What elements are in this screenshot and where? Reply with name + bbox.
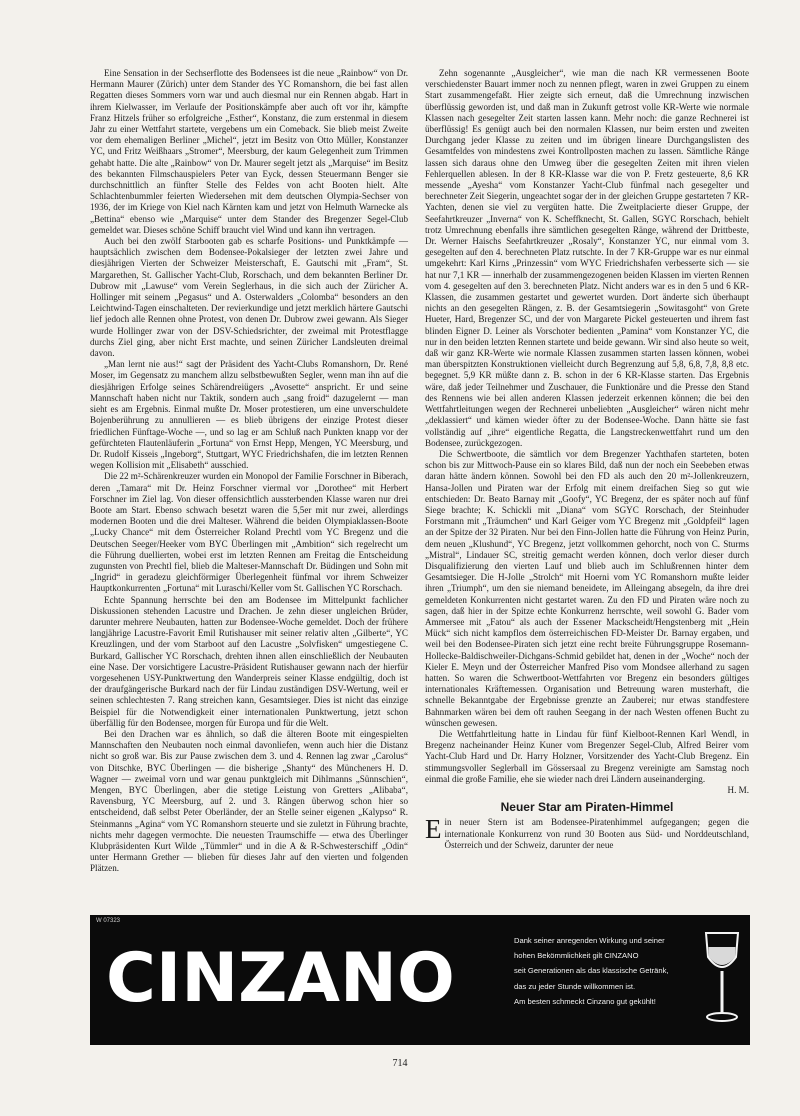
ad-copy-line: Am besten schmeckt Cinzano gut gekühlt!: [514, 996, 656, 1006]
ad-code: W 07323: [96, 918, 121, 924]
paragraph: Zehn sogenannte „Ausgleicher“, wie man die nach KR vermessenen Boote verschiedenster Bauart immer noch zu nennen pflegt, waren in zwei Gruppen zu einem Start zusammengefaßt. Hier zeigte sich erneut, daß die Umrechnung inzwischen überflüssig geworden ist, und daß man in Zukunft getrost volle KR-Werte wie normale Klassen nach gesegelter Zeit starten lassen kann. Mehr noch: die ganze Rechnerei ist überflüssig! Es genügt auch bei den normalen Klassen, nur beim ersten und zweiten Durchgang jeder Klasse zu zeiten und im übrigen lineare Durchgangslisten des Gesamtfeldes von mindestens zwei Kontrollposten machen zu lassen. Sämtliche Ränge lassen sich daraus ohne den Umweg über die gesegelten Zeiten mit ihren vielen Fehlerquellen ablesen. In der 8 KR-Klasse war die von P. Fretz gesteuerte, 8,6 KR messende „Ayesha“ vom Konstanzer Yacht-Club fünfmal nach gesegelter und berechneter Zeit Siegerin, ungeachtet sogar der in der gleichen Gruppe gestarteten 7 KR-Yachten, denen sie viel zu vergüten hatte. Die Zweitplacierte dieser Gruppe, der Seefahrtkreuzer „Inverna“ von K. Scheffknecht, St. Gallen, SGYC Rorschach, behielt trotz Umrechnung ebenfalls ihre sämtlichen gesegelten Ränge, während der Drittbeste, Dr. Werner Haischs Seefahrtkreuzer „Rosaly“, Konstanzer YC, nur einmal vom 3. gesegelten auf den 4. berechneten Platz rutschte. In der 7 KR-Gruppe war es nur einmal umgekehrt: Karl Kirns „Prinzessin“ vom WYC Friedrichshafen verbesserte sich — sie hat nur 7,1 KR — innerhalb der zusammengezogenen beiden Klassen im vierten Rennen vom 4. gesegelten auf den 3. berechneten Platz. Nicht anders war es in den 5 und 6 KR-Klassen, die zusammen gestartet und gewertet wurden. Dort änderte sich überhaupt nichts an den gesegelten Rängen, z. B. der Gesamtsiegerin „Sowitasgoht“ von Grete Hueter, Hard, Bregenzer SC, und der von Margarete Pickel gesteuerten und ihrem fast blinden Eigner D. Leiner als Vorschoter bedienten „Pamina“ vom Konstanzer YC, die nur in den beiden letzten Rennen startete und beide gewann. Wir sind also heute so weit, daß wir ganz KR-Werte wie normale Klassen zusammen starten lassen können, wobei man überspitzten Konstruktionen vielleicht durch Begrenzung auf 5,8, 6,8, 7,8, 8,8 etc. begegnet. 5,9 KR müßte dann z. B. schon in der 6 KR-Klasse starten. Das Ergebnis wäre, daß jeder Teilnehmer und Zuschauer, die Funktionäre und die Presse den Stand des Rennens wie bei allen anderen Klassen jederzeit erkennen können; die bei den Wettfahrtleitungen wegen der Rechnerei unbeliebten „Ausgleicher“ wären nicht mehr „deklassiert“ und kämen wieder öfter zu der Bodensee-Woche. Dann hätte sie fast vollständig auf „ihre“ eigentliche Regatta, die Langstreckenwettfahrt rund um den Bodensee, zurückgezogen.: [425, 68, 749, 448]
paragraph: „Man lernt nie aus!“ sagt der Präsident des Yacht-Clubs Romanshorn, Dr. René Moser, im Gegensatz zu manchem allzu selbstbewußten Segler, wenn man ihn auf die diesjährigen Erfolge seines Schärendreiügers „Avosette“ anspricht. Er und seine Mannschaft haben nicht nur Taktik, sondern auch „sang froid“ dazugelernt — man sieht es am Ergebnis. Einmal mußte Dr. Moser protestieren, um eine unverschuldete Bojenberührung zu annullieren — es blieb übrigens der einzige Protest dieser friedlichen Fünftage-Woche —, und so lag er am Schluß nach Punkten knapp vor der gefürchteten Flautenläuferin „Fortuna“ von Ernst Hepp, Mengen, YC Meersburg, und Dr. Rudolf Kisseis „Ingeborg“, Stuttgart, WYC Friedrichshafen, die im letzten Rennen wegen Kollision mit „Elisabeth“ ausschied.: [90, 359, 408, 471]
article-headline: Neuer Star am Piraten-Himmel: [500, 800, 674, 815]
paragraph: Bei den Drachen war es ähnlich, so daß die älteren Boote mit eingespielten Mannschaften den Neubauten noch einmal davonliefen, wenn auch hier die Distanz nicht so groß war. Bis zur Pause zwischen dem 3. und 4. Rennen lag zwar „Carolus“ von Ditschke, BYC Überlingen — die bisherige „Shanty“ des Müncheners H. D. Wagner — zweimal vorn und war genau punktgleich mit Dihlmanns „Sünnschien“, Mengen, BYC Überlingen, aber die stetige Leistung von Gretters „Alibaba“, Ravensburg, YC Meersburg, auf 2. und 3. Rängen überwog schon hier so entscheidend, daß selbst Peter Oberländer, der an Stelle seiner eigenen „Kalypso“ R. Steinmanns „Agina“ vom YC Romanshorn steuerte und sie zuletzt in Führung brachte, nichts mehr dagegen vermochte. Die neuesten Traumschiffe — etwa des Überlinger Klubpräsidenten Kurt Wilde „Tümmler“ und in die A & R-Schwesterschiff „Odin“ unter Hermann Grether — blieben für dieses Jahr auf den vierten und folgenden Plätzen.: [90, 728, 408, 874]
article-lead-paragraph: [425, 814, 749, 851]
page-number: 714: [392, 1058, 408, 1069]
paragraph: Die 22 m²-Schärenkreuzer wurden ein Monopol der Familie Forschner in Biberach, deren „Tamara“ mit Dr. Heinz Forschner viermal vor „Dorothee“ mit Herbert Forschner im Ziel lag. Von dieser offensichtlich aussterbenden Klasse waren nur drei Boote am Start. Ebenso schwach besetzt waren die 5,5er mit nur zwei, allerdings modernen Booten und die drei Malteser. Während die beiden Olympiaklassen-Boote „Lucky Chance“ mit dem Österreicher Roland Prechtl vom YC Bregenz und die Deutschen Seeger/Heeker vom BYC Überlingen mit „Ambition“ sich regelrecht um die Führung duellierten, wobei erst im letzten Rennen am Freitag die Entscheidung zugunsten von Prechtl fiel, blieb die Malteser-Mannschaft Dr. Büdingen und Sohn mit „Ingrid“ in geradezu gleichförmiger Überlegenheit fünfmal vor ihrem Schweizer Hauptkonkurrenten „Fortuna“ mit Luraschi/Keller vom St. Gallischen YC Rorschach.: [90, 471, 408, 594]
paragraph: Auch bei den zwölf Starbooten gab es scharfe Positions- und Punktkämpfe — hauptsächlich zwischen dem Bodensee-Pokalsieger der letzten zwei Jahre und diesjährigen Vierten der Schweizer Meisterschaft, E. Gautschi mit „Fram“, St. Margarethen, St. Gallischer Yacht-Club, Rorschach, und dem bekannten Berliner Dr. Dubrow mit „Lawuse“ vom Verein Seglerhaus, in die sich auch der Züricher A. Hollinger mit seinem „Pegasus“ und A. Osterwalders „Colomba“ besonders an den Leichtwind-Tagen einschalteten. Der revierkundige und jetzt merklich härtere Gautschi lief jedoch alle Rennen ohne Protest, von denen Dr. Dubrow zwei gewann. Als Sieger wurde Hollinger zwar von der DSV-Schiedsrichter, der zweimal mit Protestflagge durchs Ziel ging, aber nicht Erst machte, und seinen Züricher Landsleuten dreimal davon.: [90, 236, 408, 359]
lead-text: in neuer Stern ist am Bodensee-Piratenhimmel aufgegangen; gegen die internationale Konkurrenz von rund 30 Booten aus Süd- und Norddeutschland, Österreich und der Schweiz, darunter der neue: [444, 817, 749, 850]
ad-copy-line: Dank seiner anregenden Wirkung und seiner: [514, 936, 665, 945]
ad-copy: [514, 933, 696, 1009]
paragraph: Die Wettfahrtleitung hatte in Lindau für fünf Kielboot-Rennen Karl Wendl, in Bregenz nacheinander Heinz Kuner vom Bregenzer Segel-Club, Alfred Beirer vom Yacht-Club Hard und Dr. Harry Holzner, Vorsitzender des Yacht-Club Bregenz. Ein stimmungsvoller Seglerball im Gössersaal zu Bregenz vereinigte am Samstag noch einmal die große Familie, ehe sie wieder nach drei Ländern auseinanderging.: [425, 728, 749, 784]
ad-copy-line: das zu jeder Stunde willkommen ist.: [514, 981, 636, 991]
paragraph: Echte Spannung herrschte bei den am Bodensee im Mittelpunkt fachlicher Diskussionen stehenden Lacustre und Drachen. Je zehn dieser ungleichen Brüder, darunter mehrere Neubauten, hatten zur Bodensee-Woche gemeldet. Doch der frühere langjährige Lacustre-Favorit Emil Rutishauser mit seiner relativ alten „Gilberte“, YC Kreuzlingen, und der vom Starboot auf den Lacustre „Solvfisken“ umgestiegene C. Burkard, Gallischer YC Rorschach, drehten ihnen allen einschließlich der Neubauten eine Nase. Der vorsichtigere Lacustre-Präsident Rutishauser gewann nach der hierfür vorgesehenen USY-Punktwertung den Wanderpreis seiner Klasse endgültig, doch ist der draufgängerische Burkard nach der für Lindau zuständigen DSV-Wertung, weil er seinen schlechtesten 7. Rang streichen kann, Gesamtsieger. Dies ist nicht das einzige Beispiel für die Notwendigkeit einer internationalen Punktwertung, jetzt schon überfällig für den Bodensee, morgen für Europa und für die Welt.: [90, 594, 408, 728]
paragraph: Eine Sensation in der Sechserflotte des Bodensees ist die neue „Rainbow“ von Dr. Hermann Maurer (Zürich) unter dem Stander des YC Romanshorn, die bei fast allen Regatten dieses Sommers vorn war und auch diesmal nur ein Rennen abgab. Hart in ihrem Kielwasser, im Verlaufe der Positionskämpfe aber auch oft vor ihr, kämpfte Franz Hitzels früher so erfolgreiche „Esther“, Konstanz, die zum erstenmal in diesem Jahr zu einer Wettfahrt startete, vergebens um ein Comeback. Sie blieb meist Zweite vor dem ehemaligen Berliner „Michel“, jetzt im Besitz von Otto Müller, Konstanzer YC, und Fritz Weißhaars „Stromer“, Meersburg, der kaum Gelegenheit zum Trimmen gehabt hatte. Die alte „Rainbow“ von Dr. Maurer segelt jetzt als „Marquise“ im Besitz des bekannten Filmschauspielers Peter van Eyck, dessen Steuermann Benger sie durchschnittlich an fünfter Stelle des Feldes von acht Booten hielt. Alte Schlachtenbummler feierten Wiedersehen mit dem deutschen Olympia-Sechser von 1936, der im Kriege von Kiel nach Kärnten kam und jetzt von Helmuth Warnecke als „Bettina“ ebenso wie „Marquise“ unter dem Stander des Bregenzer Segel-Club gemeldet war. Dieses schöne Schiff braucht viel Wind und kann ihn vertragen.: [90, 68, 408, 235]
cinzano-advertisement: [90, 915, 750, 1045]
article-left-column: [90, 68, 408, 875]
article-right-column: [425, 68, 749, 851]
author-signature: H. M.: [727, 785, 749, 795]
drop-cap: E: [425, 814, 442, 845]
ad-copy-line: hohen Bekömmlichkeit gilt CINZANO: [514, 951, 639, 961]
cinzano-logo: CINZANO: [106, 939, 455, 1018]
wine-glass-icon: [698, 927, 746, 1031]
paragraph: Die Schwertboote, die sämtlich vor dem Bregenzer Yachthafen starteten, boten schon bis zur Mittwoch-Pause ein so klares Bild, daß nun der noch ein Seebeben etwas daran hätte ändern können. Sowohl bei den FD als auch den 20 m²-Jollenkreuzern, Hansa-Jollen und Piraten war der Erfolg mit einem dreifachen Sieg so gut wie entschieden: Dr. Beato Barnay mit „Goofy“, YC Bregenz, der es später noch auf fünf Siege brachte; K. Schickli mit „Diana“ vom SGYC Rorschach, der Steinhuder Forstmann mit „Träumchen“ und Karl Geiger vom YC Bregenz mit „Goldpfeil“ lagen an der Spitze der 32 Piraten. Nur bei den Finn-Jollen hatte die Führung von Heinz Purin, dem neuen „Klushund“, YC Bregenz, jetzt vollkommen gehorcht, noch von C. Sturms „Mistral“, Lindauer SC, streitig gemacht werden können, doch verlor dieser durch Disqualifizierung den vierten Lauf und blieb auch im Schlußrennen hinter dem Gesamtsieger. Die H-Jolle „Strolch“ mit Hoerni vom YC Romanshorn mußte leider ihren „Triumph“, um den sie niemand beneidete, im Alleingang absegeln, da ihre drei gemeldeten Konkurrenten nicht gestartet waren. Zu den FD und Piraten wäre noch zu sagen, daß hier in der Spitze echte Konkurrenz herrschte, weil sowohl G. Bader vom Ammersee mit „Fatou“ als auch der Essener Mackscheidt/Hengstenberg mit „Hein Mück“ sich nicht kampflos dem österreichischen FD-Meister Dr. Barnay ergaben, und weil bei den Bodensee-Piraten sich jetzt eine recht breite Führungsgruppe Rosemann-Hollecke-Baldischweiler-Dichgans-Schmid gebildet hat, denen in der „Woche“ noch der Kieler E. Meyn und der Österreicher Manfred Piso vom Mondsee allerhand zu sagen hatten. So waren die Schwertboot-Wettfahrten vor Bregenz ein besonders gültiges internationales Kräftemessen. Organisation und Betreuung waren musterhaft, die schnelle Bekanntgabe der Ergebnisse grenzte an Zauberei; nur etwas standfestere Bahnmarken wären bei dem oft rauhen Seegang in der nach Westen offenen Bucht zu wünschen gewesen.: [425, 448, 749, 728]
ad-copy-line: seit Generationen als das klassische Getränk,: [514, 966, 669, 976]
